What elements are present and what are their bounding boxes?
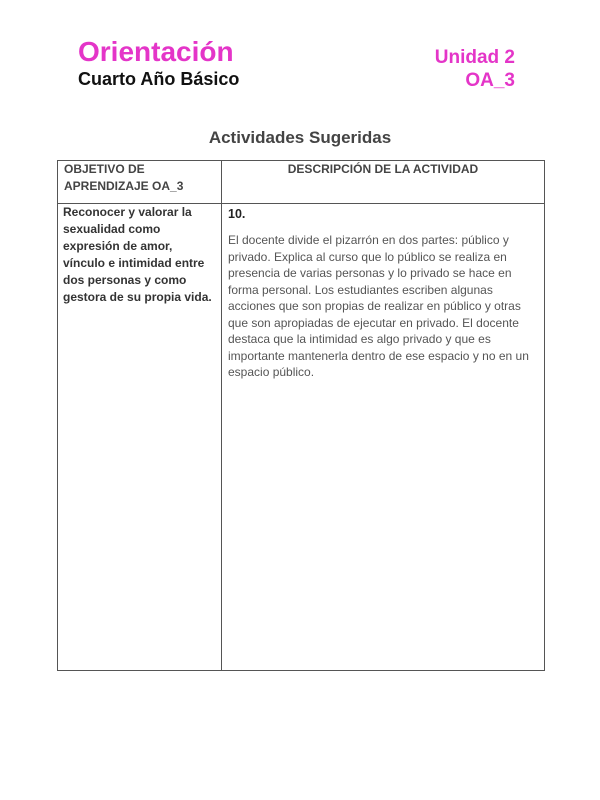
activity-description: El docente divide el pizarrón en dos partes: público y privado. Explica al curso que lo público se realiza en presencia de varias personas y lo privado se hace en forma personal. Los estudiantes escriben algunas acciones que son propias de realizar en público y otras que son apropiadas de ejecutar en privado. El docente destaca que la intimidad es algo privado y que es importante mantenerla dentro de ese espacio y no en un espacio público. — [228, 233, 529, 379]
section-title: Actividades Sugeridas — [208, 128, 392, 147]
objective-cell — [58, 204, 222, 671]
objective-text: Reconocer y valorar la sexualidad como expresión de amor, vínculo e intimidad entre dos personas y como gestora de su propia vida. — [63, 205, 212, 304]
oa-label: OA_3 — [465, 70, 515, 91]
subject-title: Orientación — [78, 36, 234, 67]
course-title: Cuarto Año Básico — [78, 69, 240, 89]
description-header-cell — [222, 161, 545, 204]
objective-header-cell — [58, 161, 222, 204]
description-column-header: DESCRIPCIÓN DE LA ACTIVIDAD — [287, 162, 479, 176]
description-cell — [222, 204, 545, 671]
table-row — [58, 204, 545, 671]
unit-label: Unidad 2 — [434, 47, 515, 68]
header-left — [78, 36, 239, 90]
activity-table — [57, 160, 545, 671]
table-header-row — [58, 161, 545, 204]
header-right — [435, 46, 515, 92]
objective-column-header: OBJETIVO DE APRENDIZAJE OA_3 — [64, 162, 184, 193]
activity-number: 10. — [228, 207, 246, 221]
